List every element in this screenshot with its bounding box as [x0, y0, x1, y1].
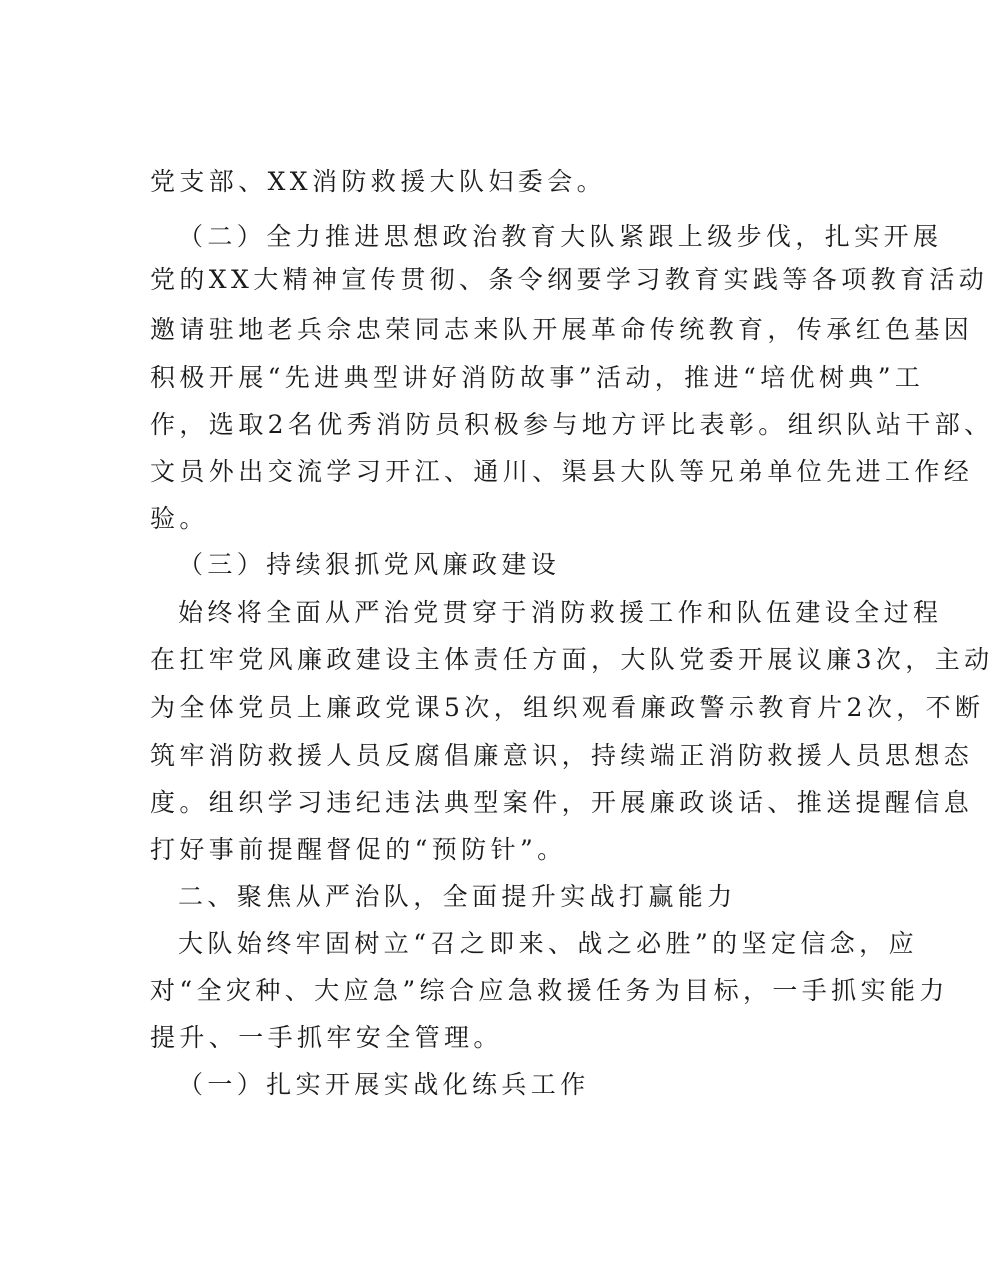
text-line: 筑牢消防救援人员反腐倡廉意识，持续端正消防救援人员思想态 — [150, 741, 974, 770]
text-line: 作，选取2名优秀消防员积极参与地方评比表彰。组织队站干部、 — [150, 410, 994, 439]
text-line: 打好事前提醒督促的“预防针”。 — [150, 835, 567, 864]
section-heading: 二、聚焦从严治队，全面提升实战打赢能力 — [178, 882, 737, 911]
text-line: 在扛牢党风廉政建设主体责任方面，大队党委开展议廉3次，主动 — [150, 645, 994, 674]
section-heading: （二）全力推进思想政治教育大队紧跟上级步伐，扎实开展 — [178, 222, 943, 251]
section-heading: （三）持续狠抓党风廉政建设 — [178, 550, 561, 579]
text-line: 积极开展“先进典型讲好消防故事”活动，推进“培优树典”工 — [150, 363, 925, 392]
text-line: 党的XX大精神宣传贯彻、条令纲要学习教育实践等各项教育活动 — [150, 265, 989, 294]
text-line: 文员外出交流学习开江、通川、渠县大队等兄弟单位先进工作经 — [150, 457, 974, 486]
text-line: 提升、一手抓牢安全管理。 — [150, 1023, 503, 1052]
text-line: 为全体党员上廉政党课5次，组织观看廉政警示教育片2次，不断 — [150, 693, 985, 722]
text-line: 邀请驻地老兵佘忠荣同志来队开展革命传统教育，传承红色基因 — [150, 315, 974, 344]
text-line: 度。组织学习违纪违法典型案件，开展廉政谈话、推送提醒信息 — [150, 788, 974, 817]
text-line: 对“全灾种、大应急”综合应急救援任务为目标，一手抓实能力 — [150, 976, 949, 1005]
text-line: 党支部、XX消防救援大队妇委会。 — [150, 167, 606, 196]
text-line: 大队始终牢固树立“召之即来、战之必胜”的坚定信念，应 — [178, 929, 918, 958]
text-line: 始终将全面从严治党贯穿于消防救援工作和队伍建设全过程 — [178, 598, 943, 627]
text-line: 验。 — [150, 504, 209, 533]
section-heading: （一）扎实开展实战化练兵工作 — [178, 1070, 590, 1099]
